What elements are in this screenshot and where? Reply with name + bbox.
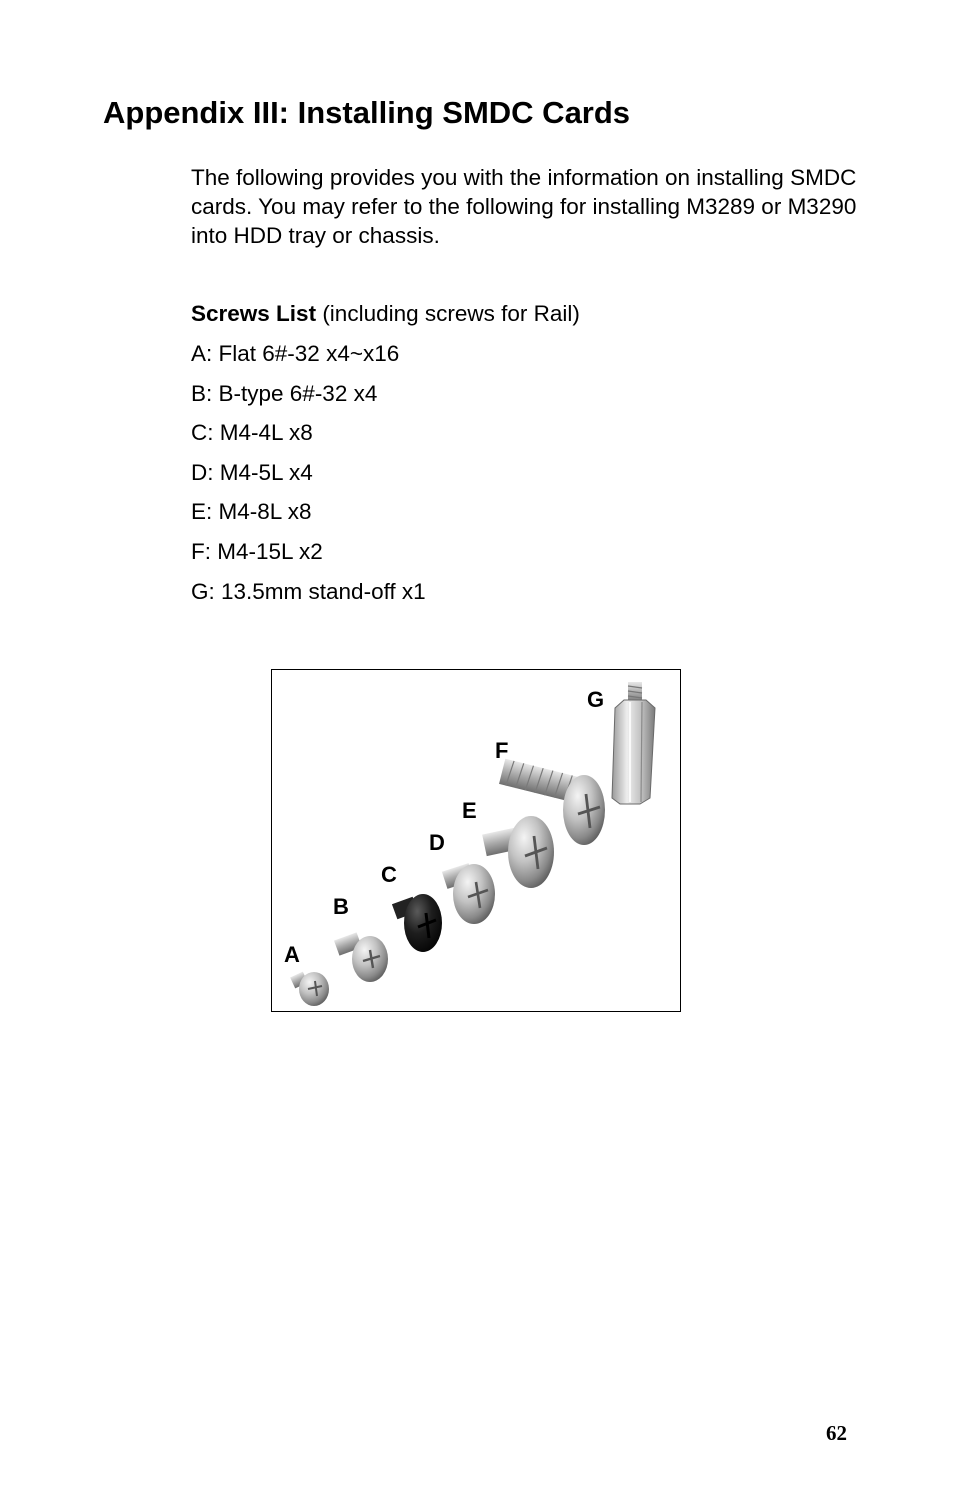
standoff-g-image xyxy=(612,682,655,804)
figure-label-a: A xyxy=(284,942,300,967)
screw-item-c: C: M4-4L x8 xyxy=(191,420,313,446)
page-title: Appendix III: Installing SMDC Cards xyxy=(103,95,631,130)
figure-label-c: C xyxy=(381,862,397,887)
screws-list-heading xyxy=(191,299,580,328)
screws-list xyxy=(191,339,426,616)
screw-item-a: A: Flat 6#-32 x4~x16 xyxy=(191,341,400,366)
intro-paragraph: The following provides you with the information on installing SMDC cards. You may refer to the following for installing M3289 or M3290 into HDD tray or chassis. xyxy=(191,165,857,248)
screw-d-image xyxy=(442,863,495,924)
screw-a-image xyxy=(290,972,329,1006)
figure-label-e: E xyxy=(462,798,477,823)
screw-item-e: E: M4-8L x8 xyxy=(191,499,312,525)
screw-item-d: D: M4-5L x4 xyxy=(191,459,313,485)
screws-list-heading-bold: Screws List xyxy=(191,301,317,326)
screw-b-image xyxy=(334,932,388,982)
screw-item-f: F: M4-15L x2 xyxy=(191,538,323,564)
figure-label-b: B xyxy=(333,894,349,919)
screws-photo xyxy=(272,670,681,1012)
screw-c-image xyxy=(392,894,442,952)
screws-photo-figure xyxy=(271,669,681,1012)
figure-label-d: D xyxy=(429,830,445,855)
figure-label-f: F xyxy=(495,738,509,763)
page-number: 62 xyxy=(826,1421,847,1445)
screws-list-heading-note: (including screws for Rail) xyxy=(316,301,580,326)
screw-item-g: G: 13.5mm stand-off x1 xyxy=(191,578,426,604)
figure-label-g: G xyxy=(587,687,605,712)
screw-item-b: B: B-type 6#-32 x4 xyxy=(191,380,378,406)
screw-e-image xyxy=(482,816,554,888)
